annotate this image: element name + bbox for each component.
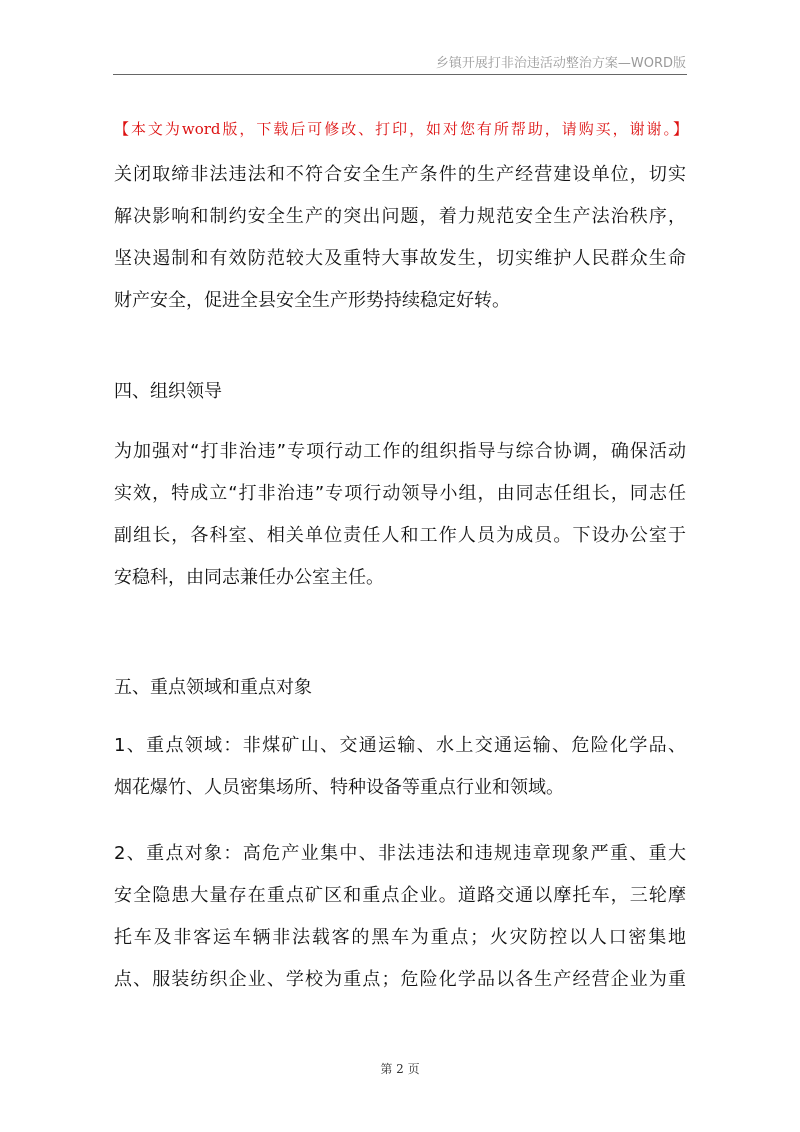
purchase-notice: 【本文为word版，下载后可修改、打印，如对您有所帮助，请购买，谢谢。】 — [114, 120, 688, 138]
item-key-areas-line: 1、重点领域：非煤矿山、交通运输、水上交通运输、危险化学品、 — [114, 735, 686, 756]
paragraph-safety-goals-line: 解决影响和制约安全生产的突出问题，着力规范安全生产法治秩序， — [114, 206, 686, 227]
paragraph-organization-line: 副组长，各科室、相关单位责任人和工作人员为成员。下设办公室于 — [114, 525, 686, 546]
page-number: 第 2 页 — [380, 1062, 420, 1076]
paragraph-organization-line: 安稳科，由同志兼任办公室主任。 — [114, 567, 384, 588]
paragraph-safety-goals-line: 坚决遏制和有效防范较大及重特大事故发生，切实维护人民群众生命 — [114, 248, 686, 269]
item-key-targets-line: 2、重点对象：高危产业集中、非法违法和违规违章现象严重、重大 — [114, 843, 686, 864]
item-key-areas-line: 烟花爆竹、人员密集场所、特种设备等重点行业和领域。 — [114, 777, 564, 798]
heading-organization-line: 四、组织领导 — [114, 381, 222, 402]
header-divider — [113, 74, 687, 75]
heading-key-areas-line: 五、重点领域和重点对象 — [114, 677, 312, 698]
item-key-targets-line: 托车及非客运车辆非法载客的黑车为重点；火灾防控以人口密集地 — [114, 927, 686, 948]
paragraph-organization-line: 为加强对“打非治违”专项行动工作的组织指导与综合协调，确保活动 — [114, 441, 686, 462]
item-key-targets-line: 安全隐患大量存在重点矿区和重点企业。道路交通以摩托车，三轮摩 — [114, 885, 686, 906]
paragraph-safety-goals-line: 关闭取缔非法违法和不符合安全生产条件的生产经营建设单位，切实 — [114, 164, 686, 185]
paragraph-organization-line: 实效，特成立“打非治违”专项行动领导小组，由同志任组长，同志任 — [114, 483, 686, 504]
paragraph-safety-goals-line: 财产安全，促进全县安全生产形势持续稳定好转。 — [114, 290, 510, 311]
running-header: 乡镇开展打非治违活动整治方案—WORD版 — [435, 56, 686, 71]
item-key-targets-line: 点、服装纺织企业、学校为重点；危险化学品以各生产经营企业为重 — [114, 969, 686, 990]
